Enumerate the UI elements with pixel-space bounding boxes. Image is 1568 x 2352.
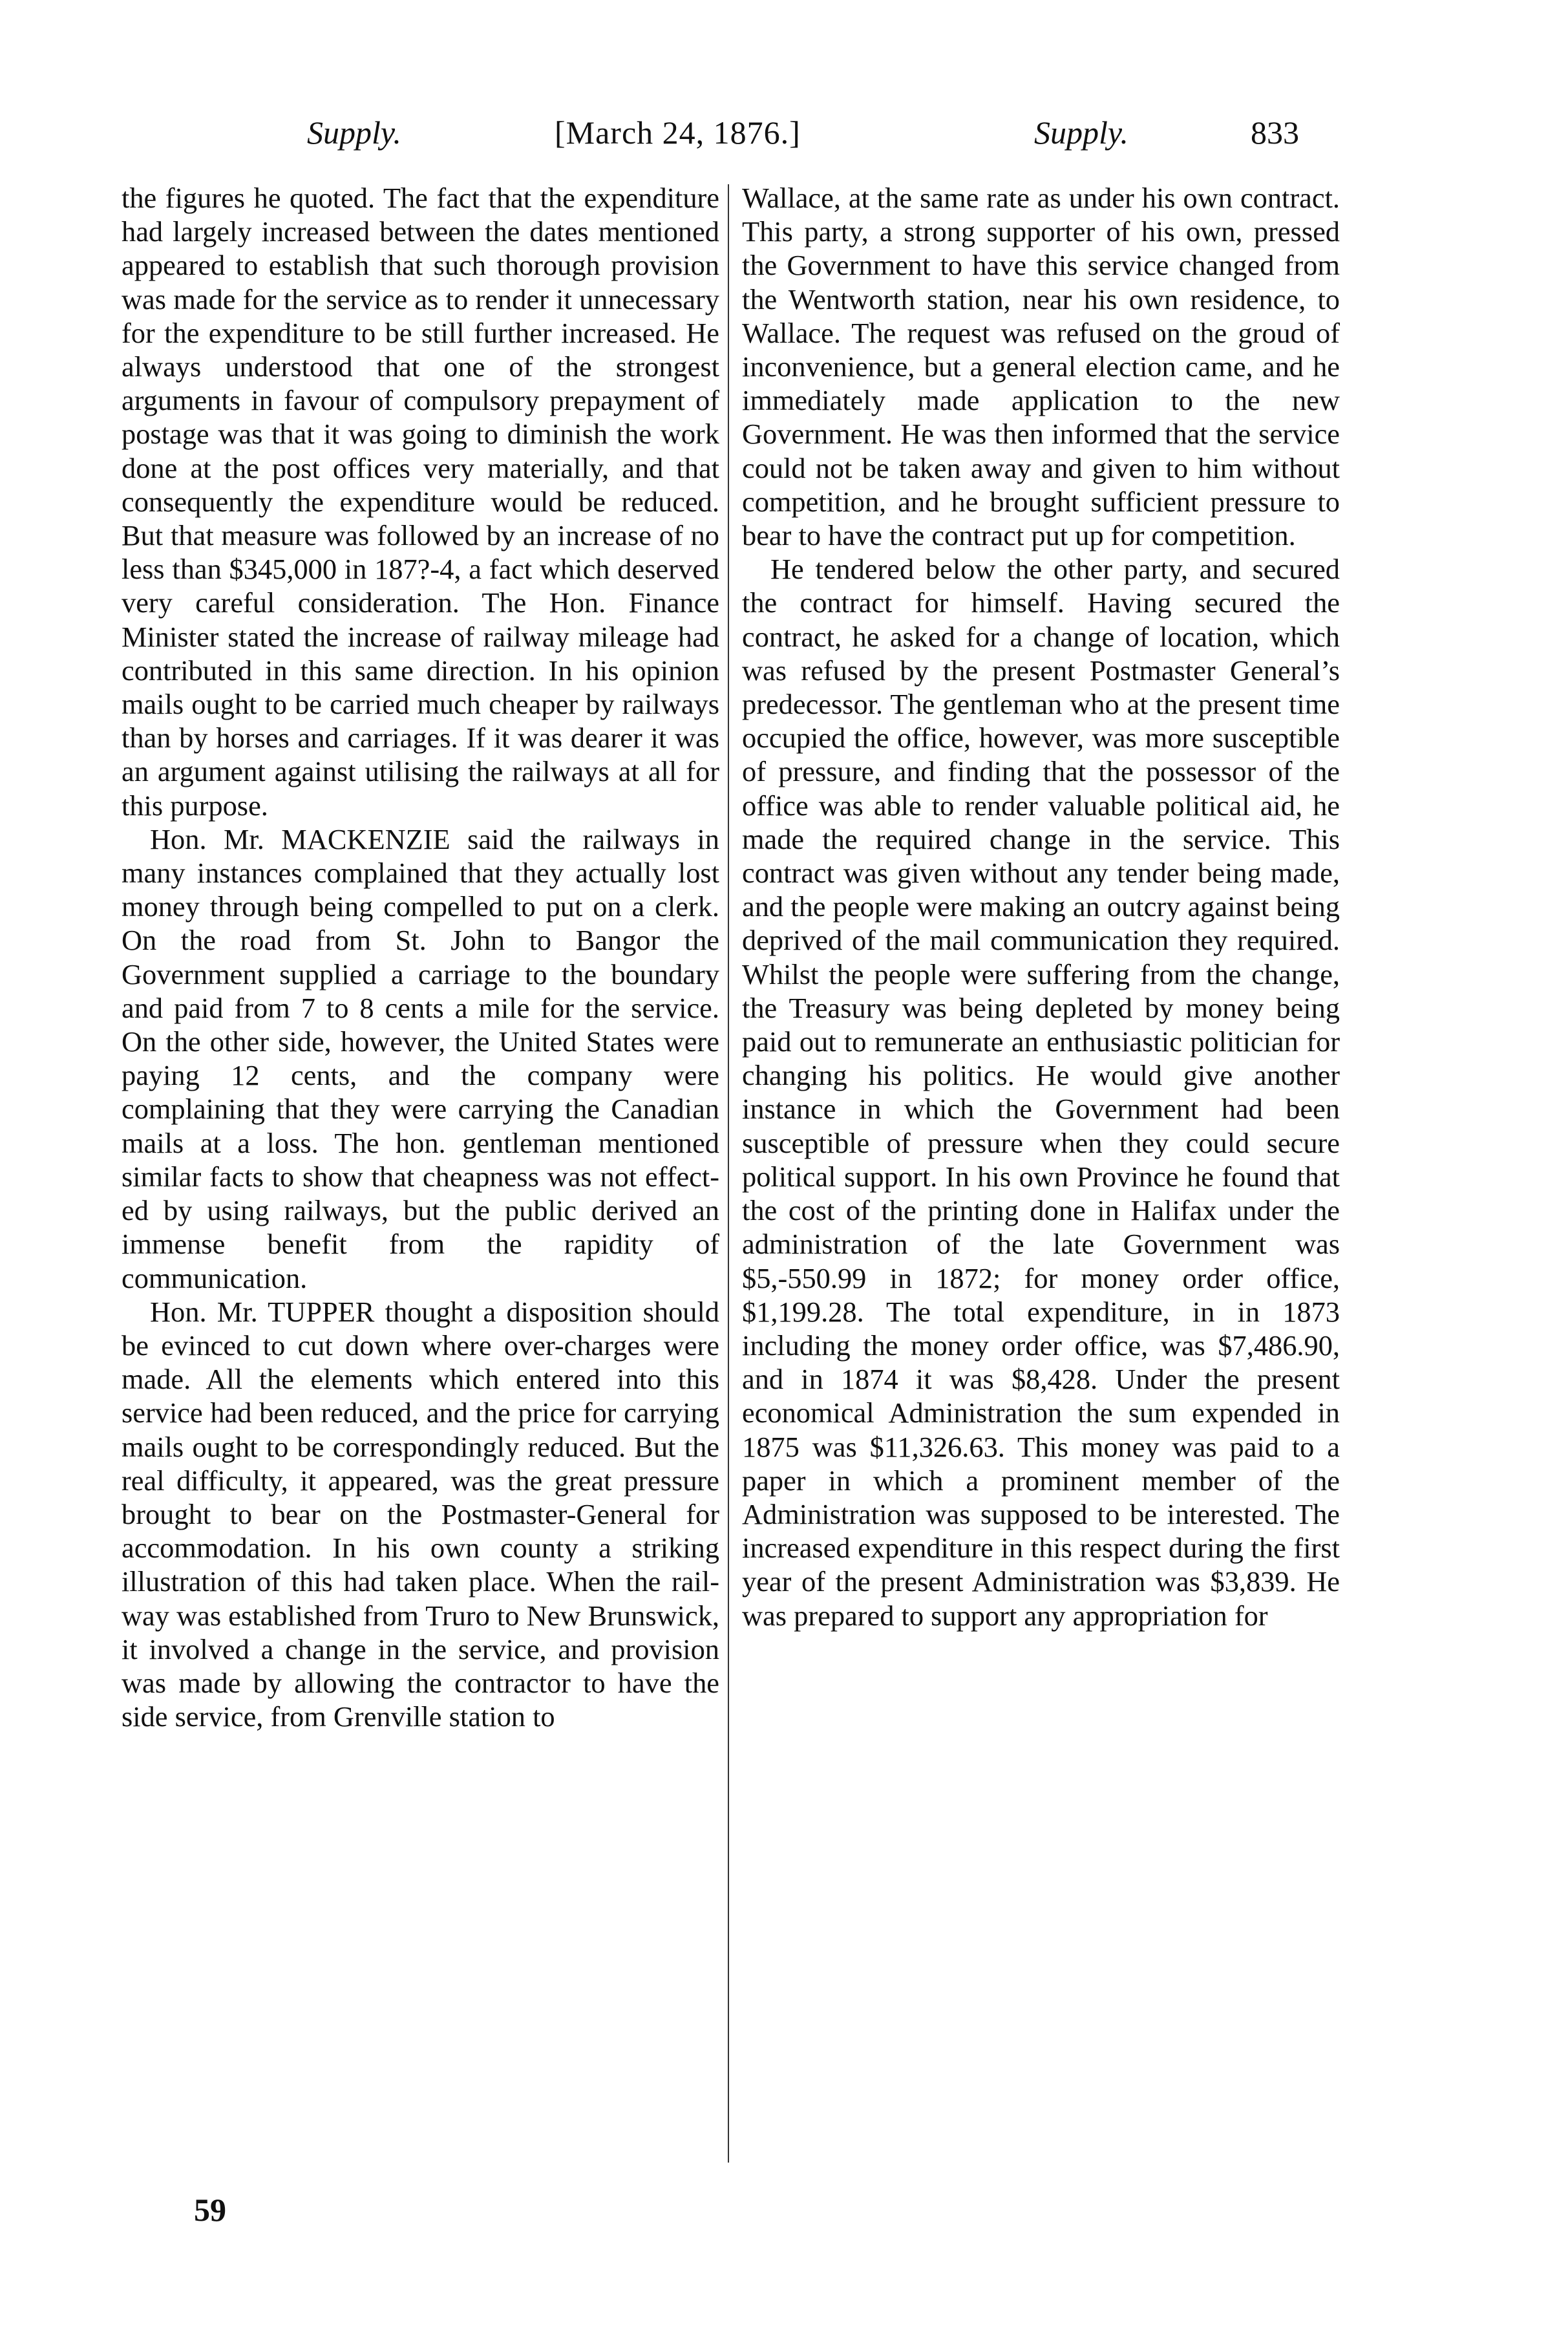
paragraph: He tendered below the other party, and secured the contract for himself. Having secured the contract, he asked for a change of location, which was refused by the present Postmaster General’s predecessor. The gentleman who at the present time occupied the office, however, was more susceptible of pressure, and finding that the possessor of the office was able to render valuable political aid, he made the required change in the service. This contract was given without any tender being made, and the people were making an outcry against being deprived of the mail communication they required. Whilst the people were suffering from the change, the Treasury was being depleted by money being paid out to remunerate an enthusiastic politician for changing his politics. He would give another instance in which the Government had been susceptible of pressure when they could secure political support. In his own Province he found that the cost of the printing done in Halifax under the administration of the late Government was $5,-550.99 in 1872; for money order office, $1,199.28. The total expenditure, in in 1873 including the money order office, was $7,486.90, and in 1874 it was $8,428. Under the present economical Administration the sum expended in 1875 was $11,326.63. This money was paid to a paper in which a prominent member of the Administration was supposed to be interested. The increased expenditure in this respect during the first year of the present Administration was $3,839. He was prepared to support any appropriation for bbox=[742, 553, 1340, 1632]
column-divider bbox=[728, 184, 729, 2163]
signature-mark: 59 bbox=[194, 2192, 226, 2228]
right-column bbox=[742, 181, 1340, 1632]
running-head-right: Supply. bbox=[1034, 114, 1128, 151]
running-head-date: [March 24, 1876.] bbox=[555, 114, 801, 151]
paragraph: Wallace, at the same rate as under his own contract. This party, a strong supporter of his own, pressed the Government to have this service changed from the Wentworth station, near his own residence, to Wallace. The request was refused on the groud of inconvenience, but a general election came, and he immediately made application to the new Government. He was then informed that the service could not be taken away and given to him without competition, and he brought sufficient pressure to bear to have the contract put up for competition. bbox=[742, 182, 1340, 552]
running-head bbox=[0, 110, 1568, 155]
running-head-left: Supply. bbox=[307, 114, 401, 151]
page-number: 833 bbox=[1251, 114, 1299, 151]
paragraph: the figures he quoted. The fact that the expenditure had largely increased between the dates mentioned appeared to establish that such thorough provision was made for the service as to render it unnecessary for the expenditure to be still further increased. He always understood that one of the strongest arguments in favour of compulsory prepayment of postage was that it was going to diminish the work done at the post offices very materially, and that consequently the expenditure would be reduced. But that measure was followed by an increase of no less than $345,000 in 187?-4, a fact which deserved very careful consideration. The Hon. Finance Minister stated the increase of railway mileage had contributed in this same direction. In his opinion mails ought to be carried much cheaper by railways than by horses and carriages. If it was dearer it was an argument against utilising the railways at all for this purpose. bbox=[122, 182, 719, 822]
left-column bbox=[122, 181, 719, 1733]
paragraph: Hon. Mr. MACKENZIE said the railways in many instances complained that they actually lost money through being compelled to put on a clerk. On the road from St. John to Bangor the Government supplied a carriage to the boundary and paid from 7 to 8 cents a mile for the service. On the other side, however, the United States were paying 12 cents, and the company were complaining that they were carrying the Canadian mails at a loss. The hon. gentleman mentioned similar facts to show that cheapness was not effected by using railways, but the public derived an immense benefit from the rapidity of communication. bbox=[122, 822, 719, 1294]
paragraph: Hon. Mr. TUPPER thought a disposition should be evinced to cut down where over-charges were made. All the elements which entered into this service had been reduced, and the price for carrying mails ought to be correspondingly reduced. But the real difficulty, it appeared, was the great pressure brought to bear on the Postmaster-General for accommodation. In his own county a striking illustration of this had taken place. When the railway was established from Truro to New Brunswick, it involved a change in the service, and provision was made by allowing the contractor to have the side service, from Grenville station to bbox=[122, 1295, 719, 1733]
